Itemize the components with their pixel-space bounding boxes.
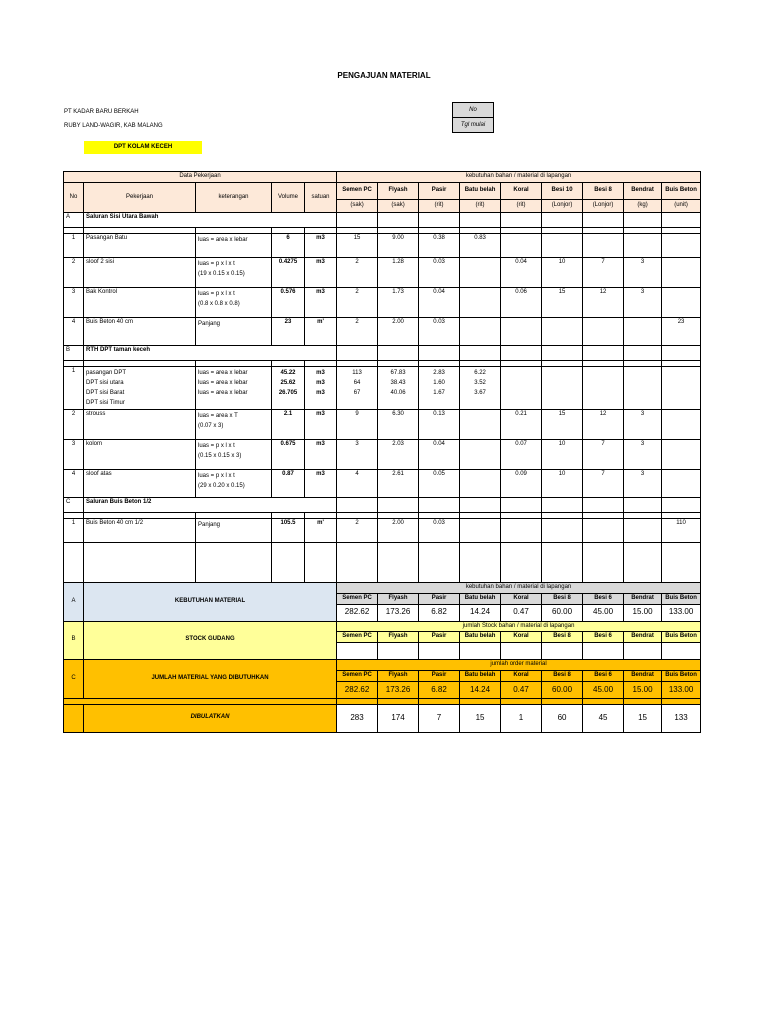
table-cell xyxy=(378,543,419,583)
unit-header: (Lonjor) xyxy=(542,200,583,213)
item-value xyxy=(460,470,501,498)
item-no: 3 xyxy=(64,440,84,470)
item-value: 10 xyxy=(542,258,583,288)
no-header: No xyxy=(64,183,84,213)
unit-header: (kg) xyxy=(624,200,662,213)
summary-value xyxy=(624,643,662,660)
table-cell xyxy=(583,367,624,410)
item-value: 4 xyxy=(337,470,378,498)
dibulatkan-value: 7 xyxy=(419,704,460,732)
item-value xyxy=(662,440,701,470)
item-value: 0.05 xyxy=(419,470,460,498)
item-value: 0.09 xyxy=(501,470,542,498)
item-name: strouss xyxy=(84,410,196,440)
summary-material: Semen PC xyxy=(337,593,378,604)
item-value: 2.00 xyxy=(378,519,419,543)
summary-value: 173.26 xyxy=(378,681,419,698)
item-value: 0.04 xyxy=(501,258,542,288)
item-value: 12 xyxy=(583,288,624,318)
item-no: 3 xyxy=(64,288,84,318)
item-value: 2 xyxy=(337,288,378,318)
unit-header: (sak) xyxy=(337,200,378,213)
section-row xyxy=(64,213,701,228)
summary-material: Bendrat xyxy=(624,670,662,681)
summary-material: Flyash xyxy=(378,632,419,643)
table-cell xyxy=(501,346,542,361)
table-cell xyxy=(337,543,378,583)
item-keterangan: Panjang xyxy=(196,318,272,346)
item-volume: 45.22 25.62 26.705 xyxy=(272,367,305,410)
item-name: pasangan DPT DPT sisi utara DPT sisi Barat DPT sisi Timur xyxy=(84,367,196,410)
table-cell xyxy=(542,498,583,513)
item-value xyxy=(501,234,542,258)
summary-material: Semen PC xyxy=(337,632,378,643)
summary-value: 45.00 xyxy=(583,604,624,621)
item-value: 0.03 xyxy=(419,318,460,346)
item-no: 4 xyxy=(64,318,84,346)
item-value: 7 xyxy=(583,470,624,498)
table-cell xyxy=(419,498,460,513)
item-value: 3 xyxy=(624,470,662,498)
dibulatkan-value: 283 xyxy=(337,704,378,732)
table-cell xyxy=(542,346,583,361)
item-value: 1.28 xyxy=(378,258,419,288)
item-name: sloof atas xyxy=(84,470,196,498)
item-value xyxy=(662,258,701,288)
item-keterangan: luas = area x T (0.07 x 3) xyxy=(196,410,272,440)
item-value xyxy=(542,234,583,258)
item-row xyxy=(64,234,701,258)
unit-header: (rit) xyxy=(460,200,501,213)
summary-value xyxy=(378,643,419,660)
summary-label: KEBUTUHAN MATERIAL xyxy=(84,583,337,622)
item-value xyxy=(583,234,624,258)
item-value: 0.04 xyxy=(419,440,460,470)
item-keterangan: luas = p x l x t (29 x 0.20 x 0.15) xyxy=(196,470,272,498)
table-cell xyxy=(460,346,501,361)
summary-value: 173.26 xyxy=(378,604,419,621)
summary-value xyxy=(419,643,460,660)
pekerjaan-header: Pekerjaan xyxy=(84,183,196,213)
table-cell xyxy=(419,213,460,228)
material-header: Buis Beton xyxy=(662,183,701,200)
item-row xyxy=(64,288,701,318)
item-value xyxy=(662,470,701,498)
material-header: Besi 8 xyxy=(583,183,624,200)
dibulatkan-value: 15 xyxy=(624,704,662,732)
summary-value: 133.00 xyxy=(662,681,701,698)
summary-material: Buis Beton xyxy=(662,632,701,643)
item-value: 7 xyxy=(583,258,624,288)
summary-value: 45.00 xyxy=(583,681,624,698)
item-value xyxy=(501,519,542,543)
item-value: 3 xyxy=(624,258,662,288)
item-value: 0.04 xyxy=(419,288,460,318)
table-cell xyxy=(460,213,501,228)
item-value: 7 xyxy=(583,440,624,470)
summary-value: 0.47 xyxy=(501,604,542,621)
item-keterangan: luas = area x lebar xyxy=(196,234,272,258)
table-cell xyxy=(624,543,662,583)
section-title: RTH DPT taman keceh xyxy=(84,346,337,361)
item-satuan: m3 xyxy=(305,234,337,258)
item-value xyxy=(460,440,501,470)
item-value: 2 xyxy=(337,258,378,288)
item-value: 2 xyxy=(337,519,378,543)
unit-header: (Lonjor) xyxy=(583,200,624,213)
item-volume: 0.576 xyxy=(272,288,305,318)
project-badge: DPT KOLAM KECEH xyxy=(84,141,202,154)
item-volume: 6 xyxy=(272,234,305,258)
table-cell xyxy=(64,543,84,583)
item-value xyxy=(583,519,624,543)
item-value xyxy=(542,318,583,346)
summary-material: Besi 8 xyxy=(542,632,583,643)
table-cell xyxy=(662,213,701,228)
item-value: 2.83 1.60 1.67 xyxy=(419,367,460,410)
summary-material: Batu belah xyxy=(460,593,501,604)
item-no: 1 xyxy=(64,234,84,258)
tgl-mulai-box: Tgl mulai xyxy=(452,117,494,133)
header-row-1 xyxy=(64,172,701,183)
summary-material: Koral xyxy=(501,670,542,681)
table-cell xyxy=(542,213,583,228)
summary-caption: jumlah order material xyxy=(337,660,701,671)
item-value: 3 xyxy=(624,410,662,440)
item-value: 0.03 xyxy=(419,519,460,543)
material-header: Koral xyxy=(501,183,542,200)
summary-value: 60.00 xyxy=(542,681,583,698)
summary-material: Batu belah xyxy=(460,632,501,643)
item-value xyxy=(662,410,701,440)
summary-value: 282.62 xyxy=(337,604,378,621)
item-keterangan: luas = p x l x t (0.8 x 0.8 x 0.8) xyxy=(196,288,272,318)
item-value xyxy=(542,519,583,543)
item-value: 0.21 xyxy=(501,410,542,440)
item-satuan: m3 xyxy=(305,410,337,440)
material-header: Bendrat xyxy=(624,183,662,200)
item-value: 15 xyxy=(542,288,583,318)
item-value: 3 xyxy=(337,440,378,470)
summary-material: Besi 6 xyxy=(583,632,624,643)
spacer-row xyxy=(64,543,701,583)
summary-material: Bendrat xyxy=(624,632,662,643)
item-row xyxy=(64,519,701,543)
summary-value: 282.62 xyxy=(337,681,378,698)
unit-header: (unit) xyxy=(662,200,701,213)
dibulatkan-value: 1 xyxy=(501,704,542,732)
table-cell xyxy=(337,346,378,361)
table-cell xyxy=(583,213,624,228)
data-pekerjaan-header: Data Pekerjaan xyxy=(64,172,337,183)
no-box: No xyxy=(452,102,494,118)
summary-value: 6.82 xyxy=(419,681,460,698)
material-table xyxy=(63,171,701,733)
item-satuan: m' xyxy=(305,318,337,346)
item-value: 0.07 xyxy=(501,440,542,470)
item-value: 10 xyxy=(542,440,583,470)
summary-material: Bendrat xyxy=(624,593,662,604)
summary-material: Koral xyxy=(501,593,542,604)
item-name: Buis Beton 40 cm 1/2 xyxy=(84,519,196,543)
company-name: PT KADAR BARU BERKAH xyxy=(64,109,139,115)
item-name: sloof 2 sisi xyxy=(84,258,196,288)
item-row xyxy=(64,470,701,498)
summary-code: C xyxy=(64,660,84,699)
item-value: 3 xyxy=(624,288,662,318)
table-cell xyxy=(542,367,583,410)
table-cell xyxy=(419,346,460,361)
summary-value: 15.00 xyxy=(624,604,662,621)
summary-label: JUMLAH MATERIAL YANG DIBUTUHKAN xyxy=(84,660,337,699)
item-value xyxy=(460,410,501,440)
section-title: Saluran Buis Beton 1/2 xyxy=(84,498,337,513)
summary-caption: jumlah Stock bahan / material di lapangan xyxy=(337,621,701,632)
summary-material: Pasir xyxy=(419,670,460,681)
page-title: PENGAJUAN MATERIAL xyxy=(337,71,431,80)
table-cell xyxy=(662,367,701,410)
summary-material: Pasir xyxy=(419,632,460,643)
item-value: 0.06 xyxy=(501,288,542,318)
item-volume: 0.4275 xyxy=(272,258,305,288)
section-row xyxy=(64,346,701,361)
summary-material: Besi 8 xyxy=(542,670,583,681)
item-value: 67.83 38.43 40.06 xyxy=(378,367,419,410)
table-cell xyxy=(64,704,84,732)
summary-caption: kebutuhan bahan / material di lapangan xyxy=(337,583,701,594)
table-cell xyxy=(662,498,701,513)
item-value: 2 xyxy=(337,318,378,346)
summary-value: 14.24 xyxy=(460,681,501,698)
item-no: 4 xyxy=(64,470,84,498)
item-row xyxy=(64,258,701,288)
item-value: 15 xyxy=(542,410,583,440)
satuan-header: satuan xyxy=(305,183,337,213)
summary-value xyxy=(460,643,501,660)
table-cell xyxy=(272,543,305,583)
material-header: Besi 10 xyxy=(542,183,583,200)
table-cell xyxy=(624,367,662,410)
table-cell xyxy=(501,498,542,513)
item-keterangan: Panjang xyxy=(196,519,272,543)
summary-value: 6.82 xyxy=(419,604,460,621)
table-cell xyxy=(662,543,701,583)
item-keterangan: luas = area x lebar luas = area x lebar luas = area x lebar xyxy=(196,367,272,410)
dibulatkan-value: 45 xyxy=(583,704,624,732)
summary-code: B xyxy=(64,621,84,660)
item-value: 2.00 xyxy=(378,318,419,346)
summary-material: Flyash xyxy=(378,593,419,604)
item-volume: 2.1 xyxy=(272,410,305,440)
item-value: 113 64 67 xyxy=(337,367,378,410)
item-value: 0.83 xyxy=(460,234,501,258)
table-cell xyxy=(378,213,419,228)
item-value: 0.03 xyxy=(419,258,460,288)
item-value xyxy=(460,318,501,346)
table-cell xyxy=(460,543,501,583)
unit-header: (rit) xyxy=(419,200,460,213)
dibulatkan-value: 133 xyxy=(662,704,701,732)
keterangan-header: keterangan xyxy=(196,183,272,213)
table-cell xyxy=(583,498,624,513)
dibulatkan-value: 174 xyxy=(378,704,419,732)
item-value xyxy=(662,288,701,318)
item-no: 2 xyxy=(64,410,84,440)
item-value xyxy=(624,519,662,543)
table-cell xyxy=(460,498,501,513)
item-name: Pasangan Batu xyxy=(84,234,196,258)
material-header: Pasir xyxy=(419,183,460,200)
table-cell xyxy=(501,213,542,228)
item-value: 3 xyxy=(624,440,662,470)
item-value xyxy=(460,288,501,318)
table-cell xyxy=(305,543,337,583)
item-row xyxy=(64,410,701,440)
summary-material: Flyash xyxy=(378,670,419,681)
item-satuan: m3 m3 m3 xyxy=(305,367,337,410)
summary-material: Pasir xyxy=(419,593,460,604)
section-row xyxy=(64,498,701,513)
summary-top-row xyxy=(64,583,701,594)
table-cell xyxy=(337,213,378,228)
table-cell xyxy=(624,213,662,228)
item-volume: 0.675 xyxy=(272,440,305,470)
item-value: 1.73 xyxy=(378,288,419,318)
summary-material: Besi 6 xyxy=(583,670,624,681)
header-row-2 xyxy=(64,183,701,200)
summary-value xyxy=(542,643,583,660)
table-cell xyxy=(378,346,419,361)
table-cell xyxy=(583,543,624,583)
item-name: kolom xyxy=(84,440,196,470)
summary-value xyxy=(337,643,378,660)
summary-value xyxy=(501,643,542,660)
item-value xyxy=(460,258,501,288)
material-header: Flyash xyxy=(378,183,419,200)
table-cell xyxy=(337,498,378,513)
kebutuhan-header: kebutuhan bahan / material di lapangan xyxy=(337,172,701,183)
summary-value: 60.00 xyxy=(542,604,583,621)
item-value: 9 xyxy=(337,410,378,440)
summary-value: 133.00 xyxy=(662,604,701,621)
summary-top-row xyxy=(64,621,701,632)
summary-material: Batu belah xyxy=(460,670,501,681)
item-value: 15 xyxy=(337,234,378,258)
summary-material: Besi 6 xyxy=(583,593,624,604)
table-cell xyxy=(378,498,419,513)
dibulatkan-value: 60 xyxy=(542,704,583,732)
item-keterangan: luas = p x l x t (0.15 x 0.15 x 3) xyxy=(196,440,272,470)
summary-material: Semen PC xyxy=(337,670,378,681)
summary-value: 0.47 xyxy=(501,681,542,698)
item-value: 2.61 xyxy=(378,470,419,498)
volume-header: Volume xyxy=(272,183,305,213)
table-cell xyxy=(624,498,662,513)
item-keterangan: luas = p x l x t (19 x 0.15 x 0.15) xyxy=(196,258,272,288)
summary-dibulatkan-row xyxy=(64,704,701,732)
summary-top-row xyxy=(64,660,701,671)
item-no: 2 xyxy=(64,258,84,288)
table-cell xyxy=(662,346,701,361)
item-row xyxy=(64,440,701,470)
dibulatkan-value: 15 xyxy=(460,704,501,732)
item-value: 23 xyxy=(662,318,701,346)
material-header: Semen PC xyxy=(337,183,378,200)
item-satuan: m3 xyxy=(305,470,337,498)
item-value xyxy=(624,318,662,346)
material-header: Batu belah xyxy=(460,183,501,200)
item-value xyxy=(624,234,662,258)
section-code: B xyxy=(64,346,84,361)
summary-material: Buis Beton xyxy=(662,593,701,604)
item-value: 6.30 xyxy=(378,410,419,440)
item-no: 1 xyxy=(64,367,84,410)
section-code: A xyxy=(64,213,84,228)
summary-value: 14.24 xyxy=(460,604,501,621)
summary-material: Buis Beton xyxy=(662,670,701,681)
item-value: 6.22 3.52 3.67 xyxy=(460,367,501,410)
item-volume: 23 xyxy=(272,318,305,346)
section-code: C xyxy=(64,498,84,513)
item-name: Buis Beton 40 cm xyxy=(84,318,196,346)
item-satuan: m3 xyxy=(305,258,337,288)
item-value: 0.13 xyxy=(419,410,460,440)
table-cell xyxy=(419,543,460,583)
item-value: 0.38 xyxy=(419,234,460,258)
table-cell xyxy=(84,543,196,583)
item-value: 2.03 xyxy=(378,440,419,470)
dibulatkan-label: DIBULATKAN xyxy=(84,704,337,732)
item-volume: 0.87 xyxy=(272,470,305,498)
table-cell xyxy=(501,543,542,583)
summary-code: A xyxy=(64,583,84,622)
summary-value xyxy=(662,643,701,660)
summary-material: Besi 8 xyxy=(542,593,583,604)
summary-label: STOCK GUDANG xyxy=(84,621,337,660)
item-name: Bak Kontrol xyxy=(84,288,196,318)
item-no: 1 xyxy=(64,519,84,543)
item-satuan: m3 xyxy=(305,288,337,318)
summary-value: 15.00 xyxy=(624,681,662,698)
item-value xyxy=(501,318,542,346)
item-value xyxy=(662,234,701,258)
section-title: Saluran Sisi Utara Bawah xyxy=(84,213,337,228)
item-satuan: m' xyxy=(305,519,337,543)
item-row xyxy=(64,367,701,410)
summary-material: Koral xyxy=(501,632,542,643)
unit-header: (sak) xyxy=(378,200,419,213)
table-cell xyxy=(624,346,662,361)
unit-header: (rit) xyxy=(501,200,542,213)
table-cell xyxy=(542,543,583,583)
summary-value xyxy=(583,643,624,660)
item-value: 110 xyxy=(662,519,701,543)
item-satuan: m3 xyxy=(305,440,337,470)
item-value xyxy=(583,318,624,346)
item-volume: 105.5 xyxy=(272,519,305,543)
company-location: RUBY LAND-WAGIR, KAB MALANG xyxy=(64,123,163,129)
item-value: 12 xyxy=(583,410,624,440)
item-value: 10 xyxy=(542,470,583,498)
table-cell xyxy=(196,543,272,583)
item-row xyxy=(64,318,701,346)
table-cell xyxy=(501,367,542,410)
table-cell xyxy=(583,346,624,361)
item-value: 9.00 xyxy=(378,234,419,258)
item-value xyxy=(460,519,501,543)
